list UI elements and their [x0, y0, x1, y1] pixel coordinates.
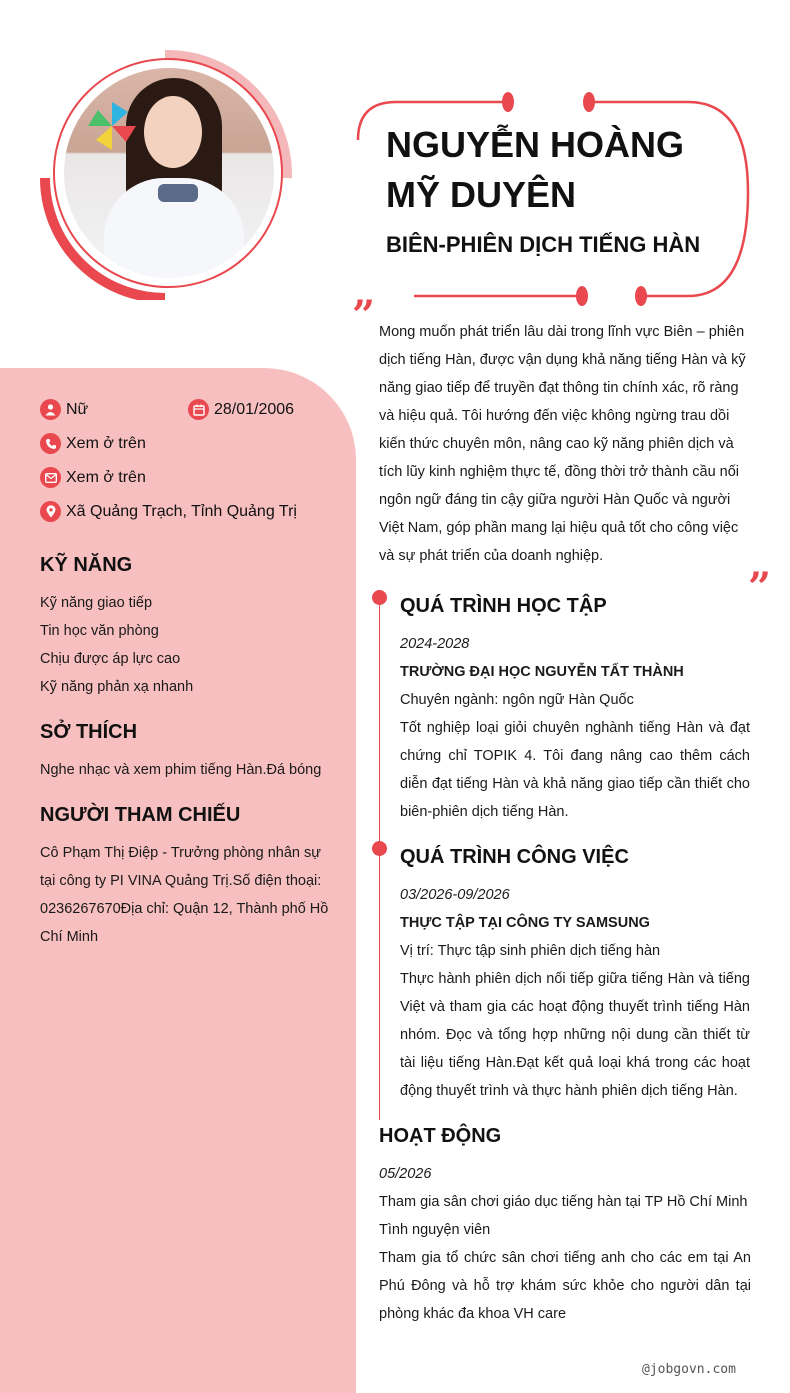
timeline-dot	[372, 841, 387, 856]
work-description: Thực hành phiên dịch nối tiếp giữa tiếng Hàn và tiếng Việt và tham gia các hoạt động thuyết trình tiếng Hàn nhóm. Đọc và tổng hợp những nội dung cần thiết từ tài liệu tiếng Hàn.Đạt kết quả loại khá trong các hoạt động thuyết trình và thực hành phiên dịch tiếng Hàn.	[400, 971, 750, 1099]
skill-item: Kỹ năng giao tiếp	[40, 595, 153, 611]
skills-list	[40, 589, 330, 701]
phone-info	[40, 433, 146, 454]
address-value: Xã Quảng Trạch, Tỉnh Quảng Trị	[66, 502, 297, 520]
education-heading: QUÁ TRÌNH HỌC TẬP	[400, 595, 607, 617]
gender-info	[40, 399, 88, 420]
avatar	[64, 68, 274, 278]
location-icon	[40, 501, 61, 522]
mail-icon	[40, 467, 61, 488]
name-line-2: MỸ DUYÊN	[386, 174, 577, 215]
gender-value: Nữ	[66, 400, 89, 418]
skill-item: Tin học văn phòng	[40, 623, 159, 639]
hobbies-text: Nghe nhạc và xem phim tiếng Hàn.Đá bóng	[40, 762, 322, 778]
education-entry	[400, 630, 750, 826]
dob-value: 28/01/2006	[214, 400, 295, 418]
email-value: Xem ở trên	[66, 468, 146, 486]
activities-heading: HOẠT ĐỘNG	[379, 1125, 502, 1147]
phone-icon	[40, 433, 61, 454]
skill-item: Chịu được áp lực cao	[40, 651, 181, 667]
education-date: 2024-2028	[400, 636, 470, 652]
school-name: TRƯỜNG ĐẠI HỌC NGUYỄN TẤT THÀNH	[400, 664, 684, 680]
work-heading: QUÁ TRÌNH CÔNG VIỆC	[400, 846, 629, 868]
career-objective: Mong muốn phát triển lâu dài trong lĩnh vực Biên – phiên dịch tiếng Hàn, được vận dụng khả năng tiếng Hàn và kỹ năng giao tiếp để truyền đạt thông tin chính xác, rõ ràng và hiệu quả. Tôi hướng đến việc không ngừng trau dồi kiến thức chuyên môn, nâng cao kỹ năng phiên dịch và tích lũy kinh nghiệm thực tế, đồng thời trở thành cầu nối ngôn ngữ đáng tin cậy giữa người Hàn Quốc và người Việt Nam, góp phần mang lại hiệu quả tốt cho công việc và sự phát triển của doanh nghiệp.	[379, 324, 746, 564]
close-quote-icon: ”	[748, 564, 772, 611]
full-name	[386, 120, 746, 220]
dob-info	[188, 399, 294, 420]
activity-description: Tham gia tổ chức sân chơi tiếng anh cho các em tại An Phú Đông và hỗ trợ khám sức khỏe cho người dân tại phòng khác đa khoa VH care	[379, 1250, 751, 1322]
skills-heading: KỸ NĂNG	[40, 554, 133, 576]
timeline-dot	[372, 590, 387, 605]
education-major: Chuyên ngành: ngôn ngữ Hàn Quốc	[400, 692, 634, 708]
skill-item: Kỹ năng phản xạ nhanh	[40, 679, 194, 695]
pinwheel-icon	[84, 98, 140, 154]
calendar-icon	[188, 399, 209, 420]
email-info	[40, 467, 146, 488]
watermark: @jobgovn.com	[642, 1362, 736, 1377]
activity-title: Tham gia sân chơi giáo dục tiếng hàn tại TP Hồ Chí Minh	[379, 1194, 748, 1210]
activities-entry	[379, 1160, 751, 1328]
open-quote-icon: ”	[352, 292, 376, 339]
name-line-1: NGUYỄN HOÀNG	[386, 124, 685, 165]
references-text: Cô Phạm Thị Điệp - Trưởng phòng nhân sự tại công ty PI VINA Quảng Trị.Số điện thoại: 0236267670Địa chỉ: Quận 12, Thành phố Hồ Chí Minh	[40, 845, 329, 945]
references-heading: NGƯỜI THAM CHIẾU	[40, 804, 241, 826]
profile-photo-frame	[40, 50, 292, 300]
work-date: 03/2026-09/2026	[400, 887, 510, 903]
user-icon	[40, 399, 61, 420]
work-position: Vị trí: Thực tập sinh phiên dịch tiếng hàn	[400, 943, 661, 959]
education-description: Tốt nghiệp loại giỏi chuyên nghành tiếng Hàn và đạt chứng chỉ TOPIK 4. Tôi đang nâng cao thêm cách diễn đạt tiếng Hàn và khả năng giao tiếp cần thiết cho biên-phiên dịch tiếng Hàn.	[400, 720, 750, 820]
activity-date: 05/2026	[379, 1166, 432, 1182]
hobbies-heading: SỞ THÍCH	[40, 721, 138, 743]
job-title: BIÊN-PHIÊN DỊCH TIẾNG HÀN	[386, 232, 701, 257]
company-name: THỰC TẬP TẠI CÔNG TY SAMSUNG	[400, 915, 650, 931]
timeline-line	[379, 598, 380, 1120]
phone-value: Xem ở trên	[66, 434, 146, 452]
activity-role: Tình nguyện viên	[379, 1222, 491, 1238]
address-info	[40, 501, 297, 522]
work-entry	[400, 881, 750, 1105]
